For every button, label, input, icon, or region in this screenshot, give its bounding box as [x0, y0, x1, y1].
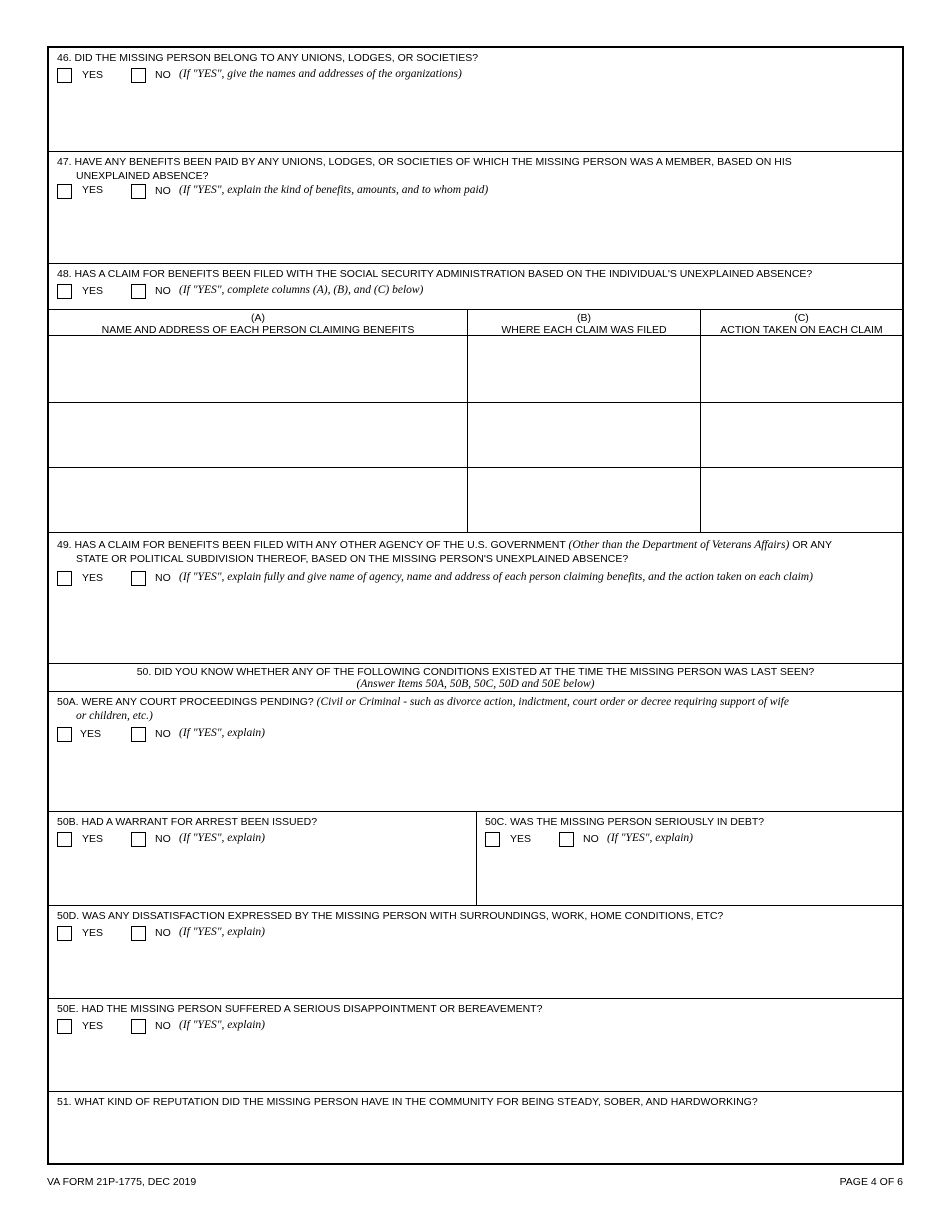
- q48-instruction: (If "YES", complete columns (A), (B), and (C) below): [179, 284, 424, 296]
- q47-no-checkbox[interactable]: [131, 184, 146, 199]
- form-page-4: [47, 46, 904, 1165]
- q48-col-a-letter: (A): [251, 312, 265, 324]
- q49-text-line2: STATE OR POLITICAL SUBDIVISION THEREOF, BASED ON THE MISSING PERSON'S UNEXPLAINED ABSENCE?: [76, 553, 629, 565]
- q48-row3-col-c-cell[interactable]: [701, 468, 902, 532]
- q48-col-b-letter: (B): [577, 312, 591, 324]
- q48-col-b-header: [468, 310, 701, 335]
- q50a-instruction: (If "YES", explain): [179, 727, 265, 739]
- q50b-no-label: NO: [155, 833, 171, 845]
- q47-text-line1: 47. HAVE ANY BENEFITS BEEN PAID BY ANY UNIONS, LODGES, OR SOCIETIES OF WHICH THE MISSING PERSON WAS A MEMBER, BASED ON HIS: [57, 156, 792, 168]
- q48-no-checkbox[interactable]: [131, 284, 146, 299]
- q50c-yes-label: YES: [510, 833, 532, 845]
- q50b-no-checkbox[interactable]: [131, 832, 146, 847]
- q50a-text: [49, 692, 902, 723]
- q50c-text: 50C. WAS THE MISSING PERSON SERIOUSLY IN DEBT?: [485, 816, 765, 828]
- q51-text: 51. WHAT KIND OF REPUTATION DID THE MISSING PERSON HAVE IN THE COMMUNITY FOR BEING STEADY, SOBER, AND HARDWORKING?: [57, 1096, 758, 1108]
- q50a-options: [49, 725, 902, 745]
- q50c-no-label: NO: [583, 833, 599, 845]
- q50d-no-checkbox[interactable]: [131, 926, 146, 941]
- q48-text: 48. HAS A CLAIM FOR BENEFITS BEEN FILED WITH THE SOCIAL SECURITY ADMINISTRATION BASED ON THE INDIVIDUAL'S UNEXPLAINED ABSENCE?: [57, 268, 813, 280]
- q50e-no-label: NO: [155, 1020, 171, 1032]
- q50d-text: 50D. WAS ANY DISSATISFACTION EXPRESSED BY THE MISSING PERSON WITH SURROUNDINGS, WORK, HOME CONDITIONS, ETC?: [57, 910, 724, 922]
- question-50b: [49, 812, 477, 905]
- q48-row3-col-a-cell[interactable]: [49, 468, 468, 532]
- q50d-yes-label: YES: [82, 927, 104, 939]
- q47-answer-area[interactable]: [57, 206, 894, 259]
- q50e-yes-checkbox[interactable]: [57, 1019, 72, 1034]
- form-number: VA FORM 21P-1775, DEC 2019: [47, 1176, 197, 1188]
- q50d-yes-checkbox[interactable]: [57, 926, 72, 941]
- q47-text: [49, 152, 902, 183]
- q48-row2-col-c-cell[interactable]: [701, 403, 902, 467]
- page-number: PAGE 4 OF 6: [839, 1176, 903, 1188]
- q48-col-c-header: [701, 310, 902, 335]
- q50-text: 50. DID YOU KNOW WHETHER ANY OF THE FOLLOWING CONDITIONS EXISTED AT THE TIME THE MISSING PERSON WAS LAST SEEN?: [136, 666, 815, 678]
- q50d-options: [49, 923, 902, 943]
- q50a-yes-checkbox[interactable]: [57, 727, 72, 742]
- q49-answer-area[interactable]: [57, 591, 894, 659]
- q50e-answer-area[interactable]: [57, 1041, 894, 1087]
- q46-text: 46. DID THE MISSING PERSON BELONG TO ANY UNIONS, LODGES, OR SOCIETIES?: [57, 52, 479, 64]
- q48-yes-label: YES: [82, 285, 104, 297]
- q50d-no-label: NO: [155, 927, 171, 939]
- q46-yes-checkbox[interactable]: [57, 68, 72, 83]
- question-50: [49, 664, 902, 692]
- table-row: [49, 468, 902, 533]
- q49-text: [49, 533, 902, 566]
- q50b-text: 50B. HAD A WARRANT FOR ARREST BEEN ISSUED?: [57, 816, 318, 828]
- q48-yes-checkbox[interactable]: [57, 284, 72, 299]
- q49-yes-checkbox[interactable]: [57, 571, 72, 586]
- q49-yes-label: YES: [82, 572, 104, 584]
- question-47: [49, 152, 902, 264]
- q49-text-line1: 49. HAS A CLAIM FOR BENEFITS BEEN FILED WITH ANY OTHER AGENCY OF THE U.S. GOVERNMENT: [57, 539, 566, 551]
- q48-table-header: [49, 310, 902, 336]
- q48-col-c-letter: (C): [794, 312, 809, 324]
- q49-instruction: (If "YES", explain fully and give name of agency, name and address of each person claiming benefits, and the action taken on each claim): [179, 571, 813, 583]
- q47-instruction: (If "YES", explain the kind of benefits, amounts, and to whom paid): [179, 184, 489, 196]
- q50b-options: [49, 829, 476, 849]
- question-49: [49, 533, 902, 664]
- q50e-yes-label: YES: [82, 1020, 104, 1032]
- q50e-no-checkbox[interactable]: [131, 1019, 146, 1034]
- q48-row3-col-b-cell[interactable]: [468, 468, 701, 532]
- q50e-text: 50E. HAD THE MISSING PERSON SUFFERED A SERIOUS DISAPPOINTMENT OR BEREAVEMENT?: [57, 1003, 543, 1015]
- question-50b-50c: [49, 812, 902, 906]
- q50c-instruction: (If "YES", explain): [607, 832, 693, 844]
- question-50a: [49, 692, 902, 812]
- q50e-options: [49, 1016, 902, 1036]
- q46-no-checkbox[interactable]: [131, 68, 146, 83]
- q49-no-checkbox[interactable]: [131, 571, 146, 586]
- q48-col-a-header: [49, 310, 468, 335]
- q50a-yes-label: YES: [80, 728, 102, 740]
- q49-text-line1-end: OR ANY: [792, 539, 832, 551]
- q50a-text-italic-line2: or children, etc.): [76, 710, 153, 722]
- table-row: [49, 403, 902, 468]
- q47-yes-checkbox[interactable]: [57, 184, 72, 199]
- q46-answer-area[interactable]: [57, 90, 894, 147]
- q48-col-c-title: ACTION TAKEN ON EACH CLAIM: [720, 324, 883, 336]
- q48-col-a-title: NAME AND ADDRESS OF EACH PERSON CLAIMING BENEFITS: [101, 324, 415, 336]
- table-row: [49, 336, 902, 403]
- q46-options: [49, 65, 902, 85]
- q50c-no-checkbox[interactable]: [559, 832, 574, 847]
- q50c-yes-checkbox[interactable]: [485, 832, 500, 847]
- q48-row1-col-c-cell[interactable]: [701, 336, 902, 402]
- q47-yes-label: YES: [82, 184, 104, 196]
- q50d-answer-area[interactable]: [57, 948, 894, 994]
- q50a-no-label: NO: [155, 728, 171, 740]
- q50d-instruction: (If "YES", explain): [179, 926, 265, 938]
- question-46: [49, 48, 902, 152]
- q49-text-line1-italic: (Other than the Department of Veterans Affairs): [568, 539, 790, 551]
- q48-no-label: NO: [155, 285, 171, 297]
- q51-answer-area[interactable]: [57, 1114, 894, 1159]
- q50c-options: [477, 829, 902, 849]
- q48-row2-col-a-cell[interactable]: [49, 403, 468, 467]
- q46-no-label: NO: [155, 69, 171, 81]
- q50b-instruction: (If "YES", explain): [179, 832, 265, 844]
- q46-instruction: (If "YES", give the names and addresses of the organizations): [179, 68, 462, 80]
- q50a-text-italic: (Civil or Criminal - such as divorce action, indictment, court order or decree requiring support of wife: [316, 696, 789, 708]
- question-50c: [477, 812, 902, 905]
- q48-col-b-title: WHERE EACH CLAIM WAS FILED: [501, 324, 667, 336]
- question-51: [49, 1092, 902, 1163]
- q50e-instruction: (If "YES", explain): [179, 1019, 265, 1031]
- q48-row1-col-b-cell[interactable]: [468, 336, 701, 402]
- q47-no-label: NO: [155, 185, 171, 197]
- q48-options: [49, 281, 902, 301]
- q50b-yes-checkbox[interactable]: [57, 832, 72, 847]
- q47-text-line2: UNEXPLAINED ABSENCE?: [76, 170, 209, 182]
- question-50e: [49, 999, 902, 1092]
- q49-options: [49, 568, 902, 588]
- question-50d: [49, 906, 902, 999]
- q50a-answer-area[interactable]: [57, 748, 894, 807]
- q47-options: [49, 183, 902, 203]
- question-48: [49, 264, 902, 310]
- q50-instruction: (Answer Items 50A, 50B, 50C, 50D and 50E below): [356, 678, 595, 690]
- q46-yes-label: YES: [82, 69, 104, 81]
- q49-no-label: NO: [155, 572, 171, 584]
- q50b-yes-label: YES: [82, 833, 104, 845]
- q50a-no-checkbox[interactable]: [131, 727, 146, 742]
- q48-row2-col-b-cell[interactable]: [468, 403, 701, 467]
- q48-row1-col-a-cell[interactable]: [49, 336, 468, 402]
- q50a-text-line1: 50A. WERE ANY COURT PROCEEDINGS PENDING?: [57, 696, 314, 708]
